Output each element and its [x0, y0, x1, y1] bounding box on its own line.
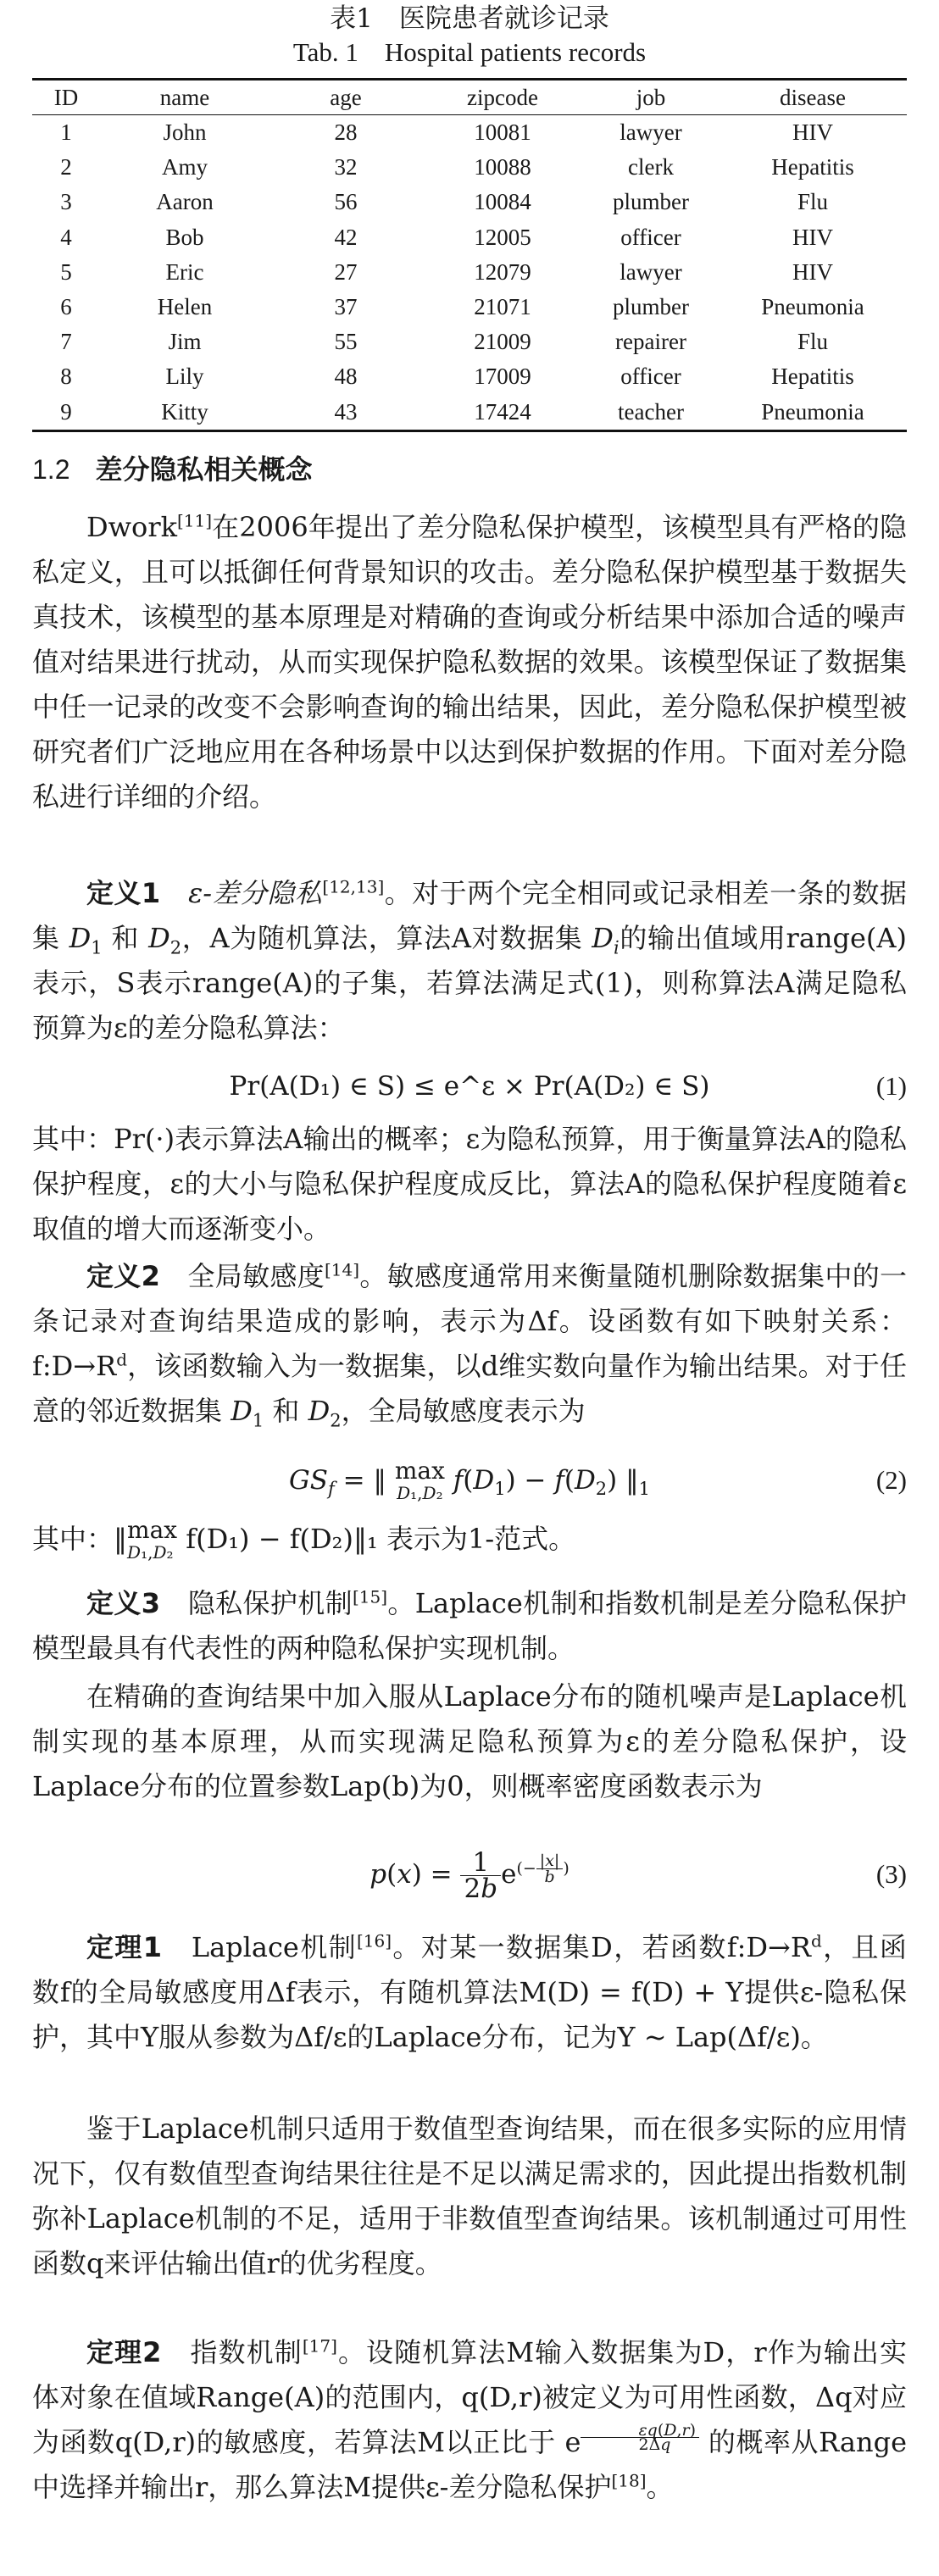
table-header-row	[32, 80, 907, 115]
def2-after-a: 其中：‖	[32, 1523, 128, 1555]
cell-job: lawyer	[620, 258, 682, 285]
equation-1-number: (1)	[875, 1071, 907, 1101]
thm2-text-2: 的概率从Range中选择并输出r，那么算法M提供ε-差分隐私保护	[32, 2426, 908, 2503]
def3-ref: [15]	[353, 1586, 388, 1607]
def2-explanation: 其中：‖ max D₁,D₂ f(D₁) − f(D₂)‖₁ 表示为1-范式。	[32, 1515, 576, 1563]
cell-id: 1	[60, 119, 72, 146]
def2-text-2: ，该函数输入为一数据集，以d维实数向量作为输出结果。对于任意的邻近数据集	[32, 1350, 907, 1427]
thm2-ref-2: [18]	[611, 2470, 647, 2491]
cell-disease: Flu	[797, 329, 829, 355]
def2-text-3: 和	[272, 1395, 300, 1427]
cell-age: 28	[334, 119, 358, 146]
definition-3	[32, 1581, 907, 1671]
cell-disease: Pneumonia	[761, 294, 864, 320]
def1-label: 定义1	[86, 877, 161, 909]
cell-id: 7	[60, 329, 72, 355]
thm1-name: Laplace机制	[191, 1931, 357, 1963]
cell-name: Aaron	[156, 189, 214, 215]
equation-2-number: (2)	[875, 1465, 907, 1495]
cell-id: 2	[60, 154, 72, 180]
cell-age: 42	[334, 224, 358, 250]
header-id: ID	[53, 84, 79, 110]
cell-zipcode: 21071	[474, 294, 531, 320]
equation-3-number: (3)	[875, 1859, 907, 1889]
def1-text-2: 和	[111, 922, 140, 954]
thm2-label: 定理2	[86, 2336, 162, 2368]
cell-age: 48	[334, 364, 358, 390]
equation-3	[32, 1840, 907, 1908]
cell-name: John	[163, 119, 207, 146]
thm2-end: 。	[646, 2471, 674, 2503]
cell-name: Kitty	[161, 398, 208, 425]
cell-job: teacher	[618, 398, 684, 425]
def3-label: 定义3	[86, 1587, 161, 1619]
thm2-text: 。设随机算法M输入数据集为D，r作为输出实体对象在值域Range(A)的范围内，q(D,r)被定义为可用性函数，Δq对应为函数q(D,r)的敏感度，若算法M以正比于	[32, 2336, 907, 2458]
intro-paragraph	[32, 505, 907, 819]
cell-zipcode: 21009	[474, 329, 531, 355]
cell-job: officer	[620, 364, 681, 390]
cell-zipcode: 10088	[474, 154, 531, 180]
cell-zipcode: 10084	[474, 189, 531, 215]
def1-explanation: 其中：Pr(·)表示算法A输出的概率；ε为隐私预算，用于衡量算法A的隐私保护程度，ε的大小与隐私保护程度成反比，算法A的隐私保护程度随着ε取值的增大而逐渐变小。	[32, 1123, 907, 1245]
cell-name: Helen	[157, 294, 213, 320]
cell-id: 5	[60, 258, 72, 285]
cell-job: officer	[620, 224, 681, 250]
table-caption-en: Tab. 1 Hospital patients records	[292, 37, 647, 67]
def1-text-4: 的输出值域用range(A)表示，S表示range(A)的子集，若算法满足式(1)，则称算法A满足隐私预算为ε的差分隐私算法：	[32, 922, 908, 1044]
cell-zipcode: 12005	[474, 224, 531, 250]
def3-name: 隐私保护机制	[187, 1587, 353, 1619]
section-number: 1.2	[32, 454, 70, 485]
cell-disease: HIV	[792, 119, 833, 146]
def2-label: 定义2	[86, 1260, 160, 1292]
def2-after-b: f(D₁) − f(D₂)‖₁ 表示为1-范式。	[186, 1523, 576, 1555]
cell-name: Eric	[165, 258, 204, 285]
thm1-sup-d: d	[810, 1930, 822, 1951]
def1-ref: [12,13]	[322, 876, 385, 897]
def1-text-1: 。对于两个完全相同或记录相差一条的数据集	[32, 877, 907, 954]
table-row	[32, 150, 907, 185]
table-row	[32, 220, 907, 255]
header-job: job	[636, 84, 666, 110]
cell-age: 27	[334, 258, 358, 285]
table-row	[32, 325, 907, 359]
table-row	[32, 290, 907, 325]
def2-sup-d: d	[116, 1349, 127, 1370]
equation-1	[32, 1061, 907, 1112]
intro-ref: [11]	[177, 510, 213, 531]
cell-age: 37	[334, 294, 358, 320]
header-zipcode: zipcode	[467, 84, 538, 110]
thm1-text-2: ，且函数f的全局敏感度用Δf表示，有随机算法M(D) = f(D) + Y提供ε-隐私保护，其中Y服从参数为Δf/ε的Laplace分布，记为Y ~ Lap(Δf/ε)。	[32, 1931, 907, 2053]
laplace-paragraph: 在精确的查询结果中加入服从Laplace分布的随机噪声是Laplace机制实现的基本原理，从而实现满足隐私预算为ε的差分隐私保护，设Laplace分布的位置参数Lap(b)为0，则概率密度函数表示为	[32, 1680, 907, 1802]
cell-job: clerk	[628, 154, 674, 180]
patients-table	[32, 78, 907, 432]
section-title: 差分隐私相关概念	[95, 453, 313, 486]
cell-id: 9	[60, 398, 72, 425]
table-row	[32, 115, 907, 151]
equation-3-body: p(x) = $\frac{1}{2b}$ $e^{(- \frac{|x|}{b} )}$	[369, 1847, 570, 1904]
cell-disease: Pneumonia	[761, 398, 864, 425]
table-row	[32, 185, 907, 219]
thm1-ref: [16]	[356, 1930, 392, 1951]
cell-job: repairer	[615, 329, 686, 355]
cell-zipcode: 17009	[474, 364, 531, 390]
equation-2	[32, 1451, 907, 1510]
cell-zipcode: 10081	[474, 119, 531, 146]
thm2-name: 指数机制	[190, 2336, 303, 2368]
cell-disease: Hepatitis	[771, 364, 854, 390]
cell-age: 55	[334, 329, 358, 355]
def2-ref: [14]	[324, 1259, 360, 1280]
intro-text: 在2006年提出了差分隐私保护模型，该模型具有严格的隐私定义，且可以抵御任何背景知识的攻击。差分隐私保护模型基于数据失真技术，该模型的基本原理是对精确的查询或分析结果中添加合适的噪声值对结果进行扰动，从而实现保护隐私数据的效果。该模型保证了数据集中任一记录的改变不会影响查询的输出结果，因此，差分隐私保护模型被研究者们广泛地应用在各种场景中以达到保护数据的作用。下面对差分隐私进行详细的介绍。	[32, 511, 907, 813]
equation-1-body: Pr(A(D₁) ∈ S) ≤ e^ε × Pr(A(D₂) ∈ S)	[229, 1071, 710, 1102]
table-row	[32, 395, 907, 431]
def3-text: 。Laplace机制和指数机制是差分隐私保护模型最具有代表性的两种隐私保护实现机制。	[32, 1587, 907, 1664]
cell-id: 8	[60, 364, 72, 390]
theorem-1	[32, 1925, 907, 2060]
cell-name: Jim	[168, 329, 202, 355]
def1-name: ε-差分隐私	[188, 877, 323, 909]
equation-2-body: $GS_f$ = ‖ max D₁,D₂ $f(D_1) - f(D_2)$ $‖_1$	[288, 1456, 650, 1503]
header-disease: disease	[780, 84, 846, 110]
cell-age: 43	[334, 398, 358, 425]
cell-age: 32	[334, 154, 358, 180]
table-row	[32, 255, 907, 290]
cell-disease: Hepatitis	[771, 154, 854, 180]
section-heading	[32, 451, 313, 488]
thm1-text: 。对某一数据集D，若函数f:D→R	[392, 1931, 811, 1963]
cell-name: Bob	[165, 224, 204, 250]
thm1-label: 定理1	[86, 1931, 163, 1963]
definition-1: 定义1 ε-差分隐私[12,13]。对于两个完全相同或记录相差一条的数据集 $D_1$ 和 $D_2$，A为随机算法，算法A对数据集 $D_i$的输出值域用range(A)表示，S表示range(A)的子集，若算法满足式(1)，则称算法A满足隐私预算为ε的差分隐私算法：	[32, 876, 908, 1044]
cell-zipcode: 17424	[474, 398, 531, 425]
exponential-intro-paragraph: 鉴于Laplace机制只适用于数值型查询结果，而在很多实际的应用情况下，仅有数值型查询结果往往是不足以满足需求的，因此提出指数机制弥补Laplace机制的不足，适用于非数值型查询结果。该机制通过可用性函数q来评估输出值r的优劣程度。	[32, 2112, 907, 2279]
def2-text-1: 。敏感度通常用来衡量随机删除数据集中的一条记录对查询结果造成的影响，表示为Δf。设函数有如下映射关系：f:D→R	[32, 1260, 907, 1382]
def2-text-4: ，全局敏感度表示为	[341, 1395, 586, 1427]
table-caption-cn: 表1 医院患者就诊记录	[330, 3, 609, 34]
thm2-ref: [17]	[302, 2335, 337, 2357]
cell-disease: HIV	[792, 258, 833, 285]
cell-id: 4	[60, 224, 72, 250]
def2-name: 全局敏感度	[187, 1260, 325, 1292]
cell-disease: Flu	[797, 189, 829, 215]
cell-zipcode: 12079	[474, 258, 531, 285]
cell-name: Amy	[162, 154, 208, 180]
cell-job: plumber	[613, 189, 689, 215]
cell-age: 56	[334, 189, 358, 215]
cell-id: 6	[60, 294, 72, 320]
cell-id: 3	[60, 189, 72, 215]
header-name: name	[159, 84, 210, 110]
table-row	[32, 359, 907, 394]
def1-text-3: ，A为随机算法，算法A对数据集	[181, 922, 583, 954]
cell-job: plumber	[613, 294, 689, 320]
theorem-2: 定理2 指数机制[17]。设随机算法M输入数据集为D，r作为输出实体对象在值域Range(A)的范围内，q(D,r)被定义为可用性函数，Δq对应为函数q(D,r)的敏感度，若算法M以正比于 e $^{\frac{\varepsilon q(D,r)}{2\Delta q}}$ 的概率从Range中选择并输出r，那么算法M提供ε-差分隐私保护[18]。	[32, 2335, 908, 2503]
cell-name: Lily	[165, 364, 204, 390]
header-age: age	[330, 84, 362, 110]
definition-2: 定义2 全局敏感度[14]。敏感度通常用来衡量随机删除数据集中的一条记录对查询结果造成的影响，表示为Δf。设函数有如下映射关系：$f:D\to R^d$，该函数输入为一数据集，以d维实数向量作为输出结果。对于任意的邻近数据集 $D_1$ 和 $D_2$，全局敏感度表示为	[32, 1259, 907, 1431]
intro-author: Dwork	[86, 511, 177, 543]
cell-disease: HIV	[792, 224, 833, 250]
cell-job: lawyer	[620, 119, 682, 146]
